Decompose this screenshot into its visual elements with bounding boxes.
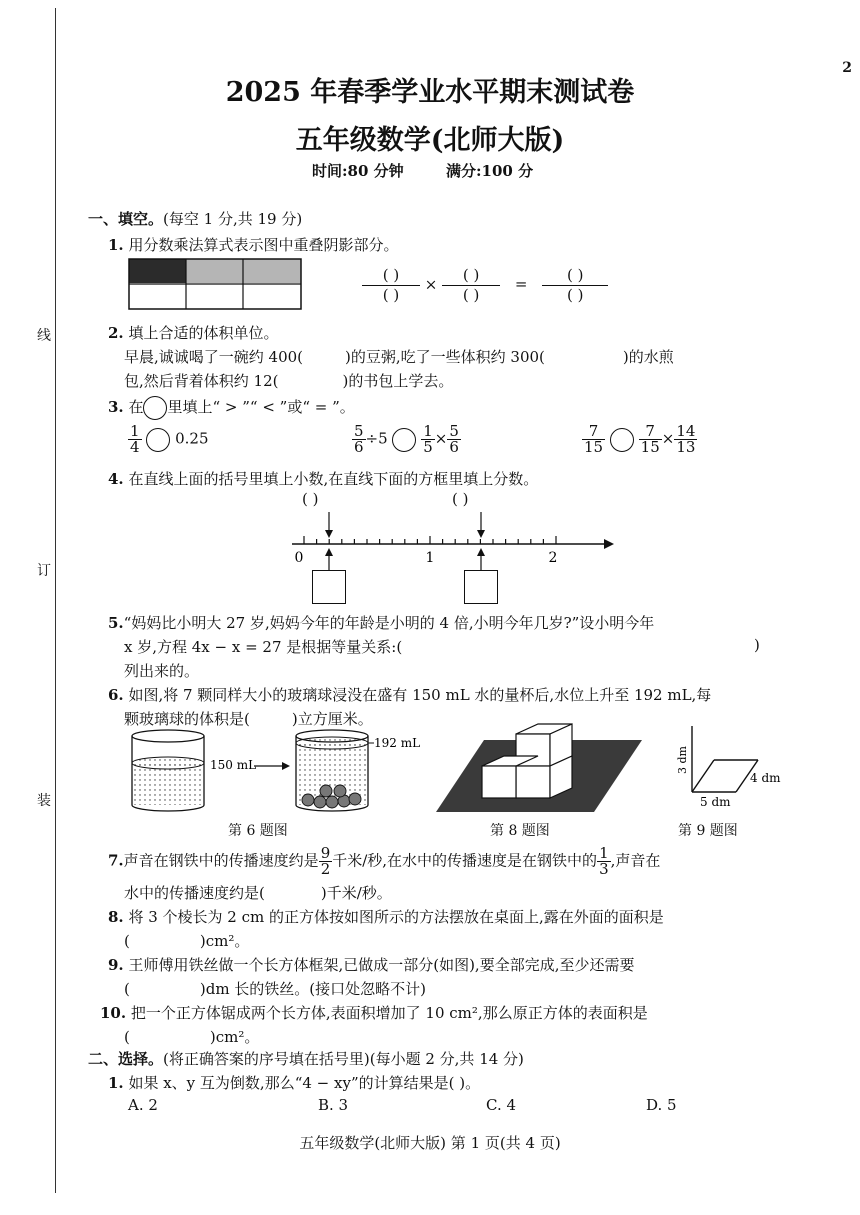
fig9-depth: 4 dm (750, 771, 781, 785)
question-1-10: 10. 把一个正方体锯成两个长方体,表面积增加了 10 cm²,那么原正方体的表面积是 (100, 1004, 648, 1022)
fig9-height: 3 dm (676, 746, 689, 774)
q4-paren-right: ( ) (452, 490, 469, 508)
q9-line2: ( )dm 长的铁丝。(接口处忽略不计) (124, 980, 427, 998)
q1-answer-expression: $\frac{( )}{( )}$ × $\frac{( )}{( )}$ = $\frac{( )}{( )}$ (362, 266, 608, 305)
compare-circle-sample (143, 396, 167, 420)
page-footer: 五年级数学(北师大版) 第 1 页(共 4 页) (299, 1134, 561, 1152)
q1-shaded-grid (128, 258, 302, 310)
fig6-caption: 第 6 题图 (228, 823, 288, 839)
q5-line2: x 岁,方程 4x − x = 27 是根据等量关系:( (124, 638, 403, 656)
q3-expression-3: $\frac{7}{15}$ $\frac{7}{15}$ × $\frac{14}{13}$ (584, 422, 696, 456)
question-1-1: 1. 用分数乘法算式表示图中重叠阴影部分。 (108, 236, 399, 254)
q2-line1: 早晨,诚诚喝了一碗约 400( )的豆粥,吃了一些体积约 300( )的水煎 (124, 348, 674, 366)
fig6-label-150: 150 mL (210, 758, 257, 772)
fig9-caption: 第 9 题图 (678, 823, 738, 839)
option-d[interactable]: D. 5 (646, 1096, 677, 1114)
section2-header: 二、选择。(将正确答案的序号填在括号里)(每小题 2 分,共 14 分) (88, 1050, 524, 1068)
margin-mark-middle: 订 (37, 563, 51, 579)
question-1-3: 3. 在 里填上“ > ”“ < ”或“ = ”。 (108, 396, 355, 420)
q4-box-right[interactable] (464, 570, 498, 604)
question-1-7: 7.声音在钢铁中的传播速度约是 $\frac{9}{2}$ 千米/秒,在水中的传播速度是在钢铁中的 $\frac{1}{3}$ ,声音在 (108, 844, 661, 878)
exam-time: 时间:80 分钟 (312, 162, 404, 180)
nl-tick-label-2: 2 (548, 550, 558, 566)
fig8-caption: 第 8 题图 (490, 823, 550, 839)
q5-line3: 列出来的。 (124, 662, 200, 680)
page-title: 2025 年春季学业水平期末测试卷 (225, 77, 635, 108)
compare-circle-3[interactable] (610, 428, 634, 452)
option-a[interactable]: A. 2 (128, 1096, 158, 1114)
fig9-frame (652, 722, 792, 806)
fig6-label-192: 192 mL (374, 736, 421, 750)
q8-line2: ( )cm²。 (124, 932, 250, 950)
fig6-beakers (128, 728, 428, 816)
question-1-9: 9. 王师傅用铁丝做一个长方体框架,已做成一部分(如图),要全部完成,至少还需要 (108, 956, 635, 974)
page-subtitle: 五年级数学(北师大版) (295, 125, 565, 156)
q2-line2: 包,然后背着体积约 12( )的书包上学去。 (124, 372, 454, 390)
question-1-4: 4. 在直线上面的括号里填上小数,在直线下面的方框里填上分数。 (108, 470, 539, 488)
nl-tick-label-1: 1 (425, 550, 435, 566)
fig9-width: 5 dm (700, 795, 731, 806)
binding-line (55, 8, 56, 1193)
section1-header: 一、填空。(每空 1 分,共 19 分) (88, 210, 303, 228)
question-1-2: 2. 填上合适的体积单位。 (108, 324, 279, 342)
question-1-5: 5.“妈妈比小明大 27 岁,妈妈今年的年龄是小明的 4 倍,小明今年几岁?”设小明今年 (108, 614, 655, 632)
q4-paren-left: ( ) (302, 490, 319, 508)
fig8-cubes (434, 722, 644, 818)
q3-expression-1: $\frac{1}{4}$ 0.25 (130, 422, 209, 456)
q3-expression-2: $\frac{5}{6}$ ÷5 $\frac{1}{5}$ × $\frac{5}{6}$ (354, 422, 459, 456)
question-2-1: 1. 如果 x、y 互为倒数,那么“4 − xy”的计算结果是( )。 (108, 1074, 481, 1092)
compare-circle-2[interactable] (392, 428, 416, 452)
corner-mark: 2 (842, 60, 852, 76)
question-1-6: 6. 如图,将 7 颗同样大小的玻璃球浸没在盛有 150 mL 水的量杯后,水位上升至 192 mL,每 (108, 686, 712, 704)
q7-line2: 水中的传播速度约是( )千米/秒。 (124, 884, 392, 902)
q5-line2-close: ) (754, 636, 760, 654)
q6-line2: 颗玻璃球的体积是( )立方厘米。 (124, 710, 373, 728)
compare-circle-1[interactable] (146, 428, 170, 452)
option-c[interactable]: C. 4 (486, 1096, 517, 1114)
nl-tick-label-0: 0 (294, 550, 304, 566)
option-b[interactable]: B. 3 (318, 1096, 349, 1114)
margin-mark-bottom: 装 (37, 793, 51, 809)
exam-score: 满分:100 分 (446, 162, 534, 180)
margin-mark-top: 线 (37, 328, 51, 344)
question-1-8: 8. 将 3 个棱长为 2 cm 的正方体按如图所示的方法摆放在桌面上,露在外面的面积是 (108, 908, 664, 926)
q10-line2: ( )cm²。 (124, 1028, 260, 1046)
q4-box-left[interactable] (312, 570, 346, 604)
